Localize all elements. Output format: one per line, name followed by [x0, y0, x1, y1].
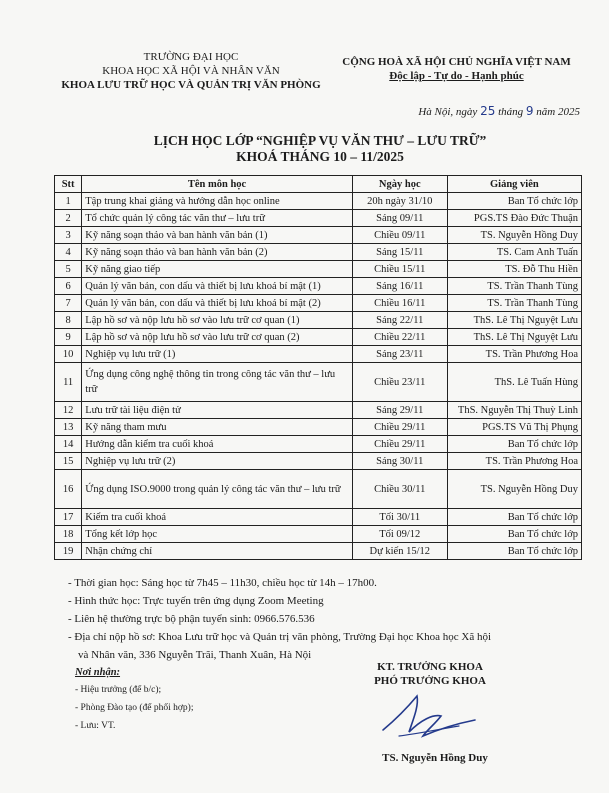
date-day: 25 [480, 104, 496, 118]
col-header-lecturer: Giảng viên [447, 176, 581, 193]
cell-subject: Nghiệp vụ lưu trữ (1) [82, 346, 353, 363]
cell-stt: 5 [55, 261, 82, 278]
note-address: - Địa chỉ nộp hồ sơ: Khoa Lưu trữ học và Quản trị văn phòng, Trường Đại học Khoa học Xã hội [68, 631, 492, 643]
table-row [55, 295, 582, 312]
cell-subject: Nghiệp vụ lưu trữ (2) [82, 453, 353, 470]
document-title [60, 133, 580, 165]
schedule-notes [68, 574, 588, 664]
cell-subject: Tổ chức quản lý công tác văn thư – lưu trữ [82, 210, 353, 227]
cell-date: 20h ngày 31/10 [352, 193, 447, 210]
cell-stt: 4 [55, 244, 82, 261]
table-row [55, 363, 582, 402]
cell-lecturer: ThS. Nguyễn Thị Thuỳ Linh [447, 402, 581, 419]
note-contact: - Liên hệ thường trực bộ phận tuyển sinh: 0966.576.536 [68, 613, 315, 625]
table-row [55, 543, 582, 560]
signer-name: TS. Nguyễn Hồng Duy [382, 752, 488, 764]
cell-subject: Ứng dụng công nghệ thông tin trong công tác văn thư – lưu trữ [82, 363, 353, 402]
cell-lecturer: TS. Nguyễn Hồng Duy [447, 470, 581, 509]
recipient-item: - Hiệu trưởng (để b/c); [75, 685, 162, 695]
table-row [55, 244, 582, 261]
national-header [334, 55, 579, 83]
cell-stt: 15 [55, 453, 82, 470]
university-line: TRƯỜNG ĐẠI HỌC [143, 51, 239, 63]
cell-stt: 3 [55, 227, 82, 244]
cell-subject: Kỹ năng tham mưu [82, 419, 353, 436]
cell-stt: 1 [55, 193, 82, 210]
cell-subject: Kỹ năng giao tiếp [82, 261, 353, 278]
cell-lecturer: TS. Trần Phương Hoa [447, 346, 581, 363]
signature-line-1: KT. TRƯỞNG KHOA [377, 661, 483, 673]
cell-date: Sáng 09/11 [352, 210, 447, 227]
cell-stt: 19 [55, 543, 82, 560]
table-row [55, 436, 582, 453]
cell-subject: Quản lý văn bản, con dấu và thiết bị lưu khoá bí mật (2) [82, 295, 353, 312]
cell-lecturer: TS. Trần Thanh Tùng [447, 295, 581, 312]
table-row [55, 419, 582, 436]
national-motto: Độc lập - Tự do - Hạnh phúc [389, 70, 524, 82]
schedule-table [54, 175, 582, 560]
date-suffix: năm 2025 [533, 106, 580, 118]
cell-date: Chiều 09/11 [352, 227, 447, 244]
cell-stt: 8 [55, 312, 82, 329]
title-line-1: LỊCH HỌC LỚP “NGHIỆP VỤ VĂN THƯ – LƯU TRỮ” [153, 133, 487, 148]
note-address-cont: và Nhân văn, 336 Nguyễn Trãi, Thanh Xuân, Hà Nội [78, 649, 312, 661]
cell-lecturer: TS. Trần Thanh Tùng [447, 278, 581, 295]
institution-header [56, 50, 326, 92]
cell-lecturer: ThS. Lê Thị Nguyệt Lưu [447, 312, 581, 329]
cell-subject: Ứng dụng ISO.9000 trong quản lý công tác văn thư – lưu trữ [82, 470, 353, 509]
cell-subject: Lưu trữ tài liệu điện tử [82, 402, 353, 419]
cell-lecturer: Ban Tổ chức lớp [447, 543, 581, 560]
cell-stt: 12 [55, 402, 82, 419]
cell-subject: Tổng kết lớp học [82, 526, 353, 543]
cell-date: Sáng 30/11 [352, 453, 447, 470]
cell-stt: 16 [55, 470, 82, 509]
cell-date: Chiều 29/11 [352, 436, 447, 453]
cell-subject: Quản lý văn bản, con dấu và thiết bị lưu khoá bí mật (1) [82, 278, 353, 295]
recipients-block [75, 667, 325, 735]
cell-subject: Hướng dẫn kiểm tra cuối khoá [82, 436, 353, 453]
table-row [55, 227, 582, 244]
cell-lecturer: TS. Trần Phương Hoa [447, 453, 581, 470]
signature-line-2: PHÓ TRƯỞNG KHOA [374, 675, 486, 687]
cell-lecturer: Ban Tổ chức lớp [447, 436, 581, 453]
cell-stt: 14 [55, 436, 82, 453]
cell-stt: 17 [55, 509, 82, 526]
cell-lecturer: Ban Tổ chức lớp [447, 526, 581, 543]
signature-title [345, 660, 515, 688]
cell-subject: Kỹ năng soạn thảo và ban hành văn bản (2) [82, 244, 353, 261]
cell-date: Chiều 30/11 [352, 470, 447, 509]
cell-subject: Kiểm tra cuối khoá [82, 509, 353, 526]
cell-subject: Lập hồ sơ và nộp lưu hồ sơ vào lưu trữ cơ quan (1) [82, 312, 353, 329]
cell-lecturer: TS. Đỗ Thu Hiền [447, 261, 581, 278]
date-prefix: Hà Nội, ngày [418, 106, 481, 118]
table-row [55, 278, 582, 295]
issue-date [330, 104, 580, 118]
cell-stt: 10 [55, 346, 82, 363]
cell-stt: 18 [55, 526, 82, 543]
cell-subject: Tập trung khai giảng và hướng dẫn học online [82, 193, 353, 210]
note-time: - Thời gian học: Sáng học từ 7h45 – 11h30, chiều học từ 14h – 17h00. [68, 577, 377, 589]
note-format: - Hình thức học: Trực tuyến trên ứng dụng Zoom Meeting [68, 595, 324, 607]
col-header-stt: Stt [55, 176, 82, 193]
table-row [55, 193, 582, 210]
cell-date: Sáng 23/11 [352, 346, 447, 363]
cell-lecturer: PGS.TS Đào Đức Thuận [447, 210, 581, 227]
cell-lecturer: TS. Nguyễn Hồng Duy [447, 227, 581, 244]
table-header-row [55, 176, 582, 193]
cell-stt: 6 [55, 278, 82, 295]
faculty-name: KHOA LƯU TRỮ HỌC VÀ QUẢN TRỊ VĂN PHÒNG [61, 79, 321, 91]
recipient-item: - Lưu: VT. [75, 721, 116, 731]
country-name: CỘNG HOÀ XÃ HỘI CHỦ NGHĨA VIỆT NAM [342, 56, 571, 68]
handwritten-signature [375, 690, 485, 750]
table-row [55, 261, 582, 278]
cell-lecturer: PGS.TS Vũ Thị Phụng [447, 419, 581, 436]
cell-date: Sáng 15/11 [352, 244, 447, 261]
table-row [55, 453, 582, 470]
cell-date: Chiều 15/11 [352, 261, 447, 278]
recipient-item: - Phòng Đào tạo (để phối hợp); [75, 703, 194, 713]
cell-stt: 9 [55, 329, 82, 346]
cell-date: Chiều 22/11 [352, 329, 447, 346]
recipients-title: Nơi nhận: [75, 667, 121, 678]
cell-date: Sáng 22/11 [352, 312, 447, 329]
cell-date: Chiều 16/11 [352, 295, 447, 312]
cell-date: Tối 30/11 [352, 509, 447, 526]
cell-lecturer: ThS. Lê Tuấn Hùng [447, 363, 581, 402]
cell-subject: Kỹ năng soạn thảo và ban hành văn bản (1) [82, 227, 353, 244]
table-row [55, 346, 582, 363]
title-line-2: KHOÁ THÁNG 10 – 11/2025 [236, 149, 404, 164]
cell-stt: 2 [55, 210, 82, 227]
cell-lecturer: ThS. Lê Thị Nguyệt Lưu [447, 329, 581, 346]
cell-lecturer: TS. Cam Anh Tuấn [447, 244, 581, 261]
date-mid: tháng [495, 106, 526, 118]
table-row [55, 509, 582, 526]
cell-date: Chiều 23/11 [352, 363, 447, 402]
cell-date: Sáng 16/11 [352, 278, 447, 295]
cell-date: Sáng 29/11 [352, 402, 447, 419]
table-row [55, 402, 582, 419]
cell-stt: 11 [55, 363, 82, 402]
table-row [55, 329, 582, 346]
cell-lecturer: Ban Tổ chức lớp [447, 509, 581, 526]
cell-stt: 7 [55, 295, 82, 312]
table-row [55, 526, 582, 543]
table-row [55, 312, 582, 329]
cell-date: Chiều 29/11 [352, 419, 447, 436]
cell-subject: Nhận chứng chỉ [82, 543, 353, 560]
table-row [55, 210, 582, 227]
cell-date: Dự kiến 15/12 [352, 543, 447, 560]
cell-date: Tối 09/12 [352, 526, 447, 543]
cell-lecturer: Ban Tổ chức lớp [447, 193, 581, 210]
date-month: 9 [525, 104, 534, 118]
col-header-date: Ngày học [352, 176, 447, 193]
cell-subject: Lập hồ sơ và nộp lưu hồ sơ vào lưu trữ cơ quan (2) [82, 329, 353, 346]
university-name: KHOA HỌC XÃ HỘI VÀ NHÂN VĂN [102, 65, 280, 77]
col-header-subject: Tên môn học [82, 176, 353, 193]
cell-stt: 13 [55, 419, 82, 436]
table-row [55, 470, 582, 509]
